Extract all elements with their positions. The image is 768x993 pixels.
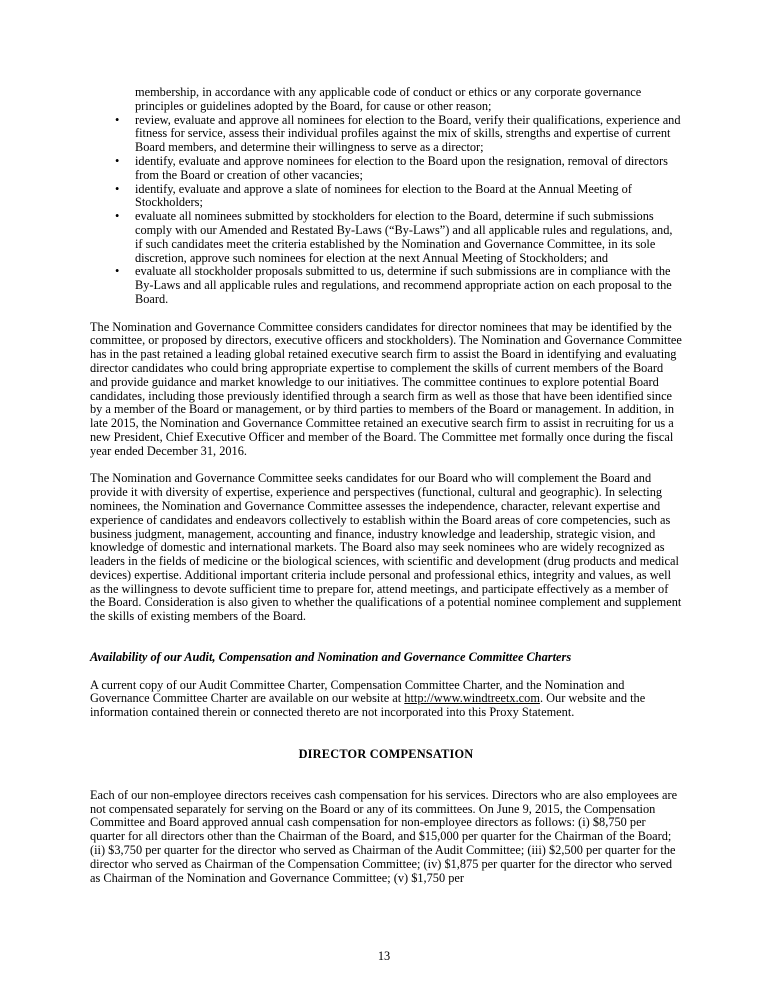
list-item-text: membership, in accordance with any applicable code of conduct or ethics or any corporate governance principles or guidelines adopted by the Board, for cause or other reason; (135, 85, 642, 113)
website-link[interactable]: http://www.windtreetx.com (404, 691, 540, 706)
charters-text-after-link: . Our website and the information contained therein or connected thereto are not incorporated into this Proxy Statement. (90, 691, 646, 720)
page-number: 13 (377, 949, 391, 963)
paragraph-charters-availability (90, 679, 682, 720)
bullet-marker: • (115, 264, 120, 279)
list-item-text: review, evaluate and approve all nominees for election to the Board, verify their qualifications, experience and fitness for service, assess their individual profiles against the mix of skills, strengths and expertise of current Board members, and determine their willingness to serve as a director; (135, 112, 681, 155)
bullet-list (90, 86, 682, 307)
paragraph-nomination-considers: The Nomination and Governance Committee considers candidates for director nominees that may be identified by the committee, or proposed by directors, executive officers and stockholders). The Nomination and Governance Committee has in the past retained a leading global retained executive search firm to assist the Board in identifying and evaluating director candidates who could bring appropriate expertise to complement the skills of current members of the Board and provide guidance and market knowledge to our initiatives. The committee continues to explore potential Board candidates, including those previously identified through a search firm as well as those that have been identified since by a member of the Board or management, or by third parties to members of the Board or management. In addition, in late 2015, the Nomination and Governance Committee retained an executive search firm to assist in recruiting for us a new President, Chief Executive Officer and member of the Board. The Committee met formally once during the fiscal year ended December 31, 2016. (90, 319, 682, 458)
list-item-text: evaluate all stockholder proposals submitted to us, determine if such submissions are in compliance with the By-Laws and all applicable rules and regulations, and recommend appropriate action on each proposal to the Board. (135, 264, 672, 306)
list-item (90, 86, 682, 114)
list-item (90, 210, 682, 265)
list-item-text: identify, evaluate and approve a slate of nominees for election to the Board at the Annual Meeting of Stockholders; (135, 181, 632, 210)
heading-director-compensation: DIRECTOR COMPENSATION (298, 747, 474, 762)
bullet-marker: • (115, 209, 120, 224)
list-item-text: evaluate all nominees submitted by stockholders for election to the Board, determine if such submissions comply with our Amended and Restated By-Laws (“By-Laws”) and all applicable rules and regulations, and, if such candidates meet the criteria established by the Nomination and Governance Committee, in its sole discretion, approve such nominees for election at the next Annual Meeting of Stockholders; and (135, 209, 673, 265)
list-item (90, 114, 682, 155)
list-item (90, 265, 682, 306)
list-item-text: identify, evaluate and approve nominees for election to the Board upon the resignation, removal of directors from the Board or creation of other vacancies; (135, 153, 668, 182)
bullet-marker: • (115, 153, 120, 168)
heading-availability-charters: Availability of our Audit, Compensation and Nomination and Governance Committee Charters (90, 650, 572, 665)
list-item (90, 183, 682, 211)
charters-text-before-link: A current copy of our Audit Committee Charter, Compensation Committee Charter, and the Nomination and Governance Committee Charter are available on our website at (90, 677, 625, 706)
bullet-marker: • (115, 112, 120, 127)
list-item (90, 155, 682, 183)
bullet-marker: • (115, 181, 120, 196)
paragraph-nomination-seeks: The Nomination and Governance Committee seeks candidates for our Board who will complement the Board and provide it with diversity of expertise, experience and perspectives (functional, cultural and geographic). In selecting nominees, the Nomination and Governance Committee assesses the independence, character, relevant expertise and experience of candidates and endeavors collectively to establish within the Board areas of core competencies, such as business judgment, management, accounting and finance, industry knowledge and leadership, strategic vision, and knowledge of domestic and international markets. The Board also may seek nominees who are widely recognized as leaders in the fields of medicine or the biological sciences, with scientific and development (drug products and medical devices) expertise. Additional important criteria include personal and professional ethics, integrity and values, as well as the willingness to devote sufficient time to prepare for, attend meetings, and participate effectively as a member of the Board. Consideration is also given to whether the qualifications of a potential nominee complement and supplement the skills of existing members of the Board. (90, 471, 682, 624)
paragraph-director-compensation: Each of our non-employee directors receives cash compensation for his services. Directors who are also employees are not compensated separately for serving on the Board or any of its committees. On June 9, 2015, the Compensation Committee and Board approved annual cash compensation for non-employee directors as follows: (i) $8,750 per quarter for all directors other than the Chairman of the Board, and $15,000 per quarter for the Chairman of the Board; (ii) $3,750 per quarter for the director who served as Chairman of the Audit Committee; (iii) $2,500 per quarter for the director who served as Chairman of the Compensation Committee; (iv) $1,875 per quarter for the director who served as Chairman of the Nomination and Governance Committee; (v) $1,750 per (90, 787, 678, 885)
